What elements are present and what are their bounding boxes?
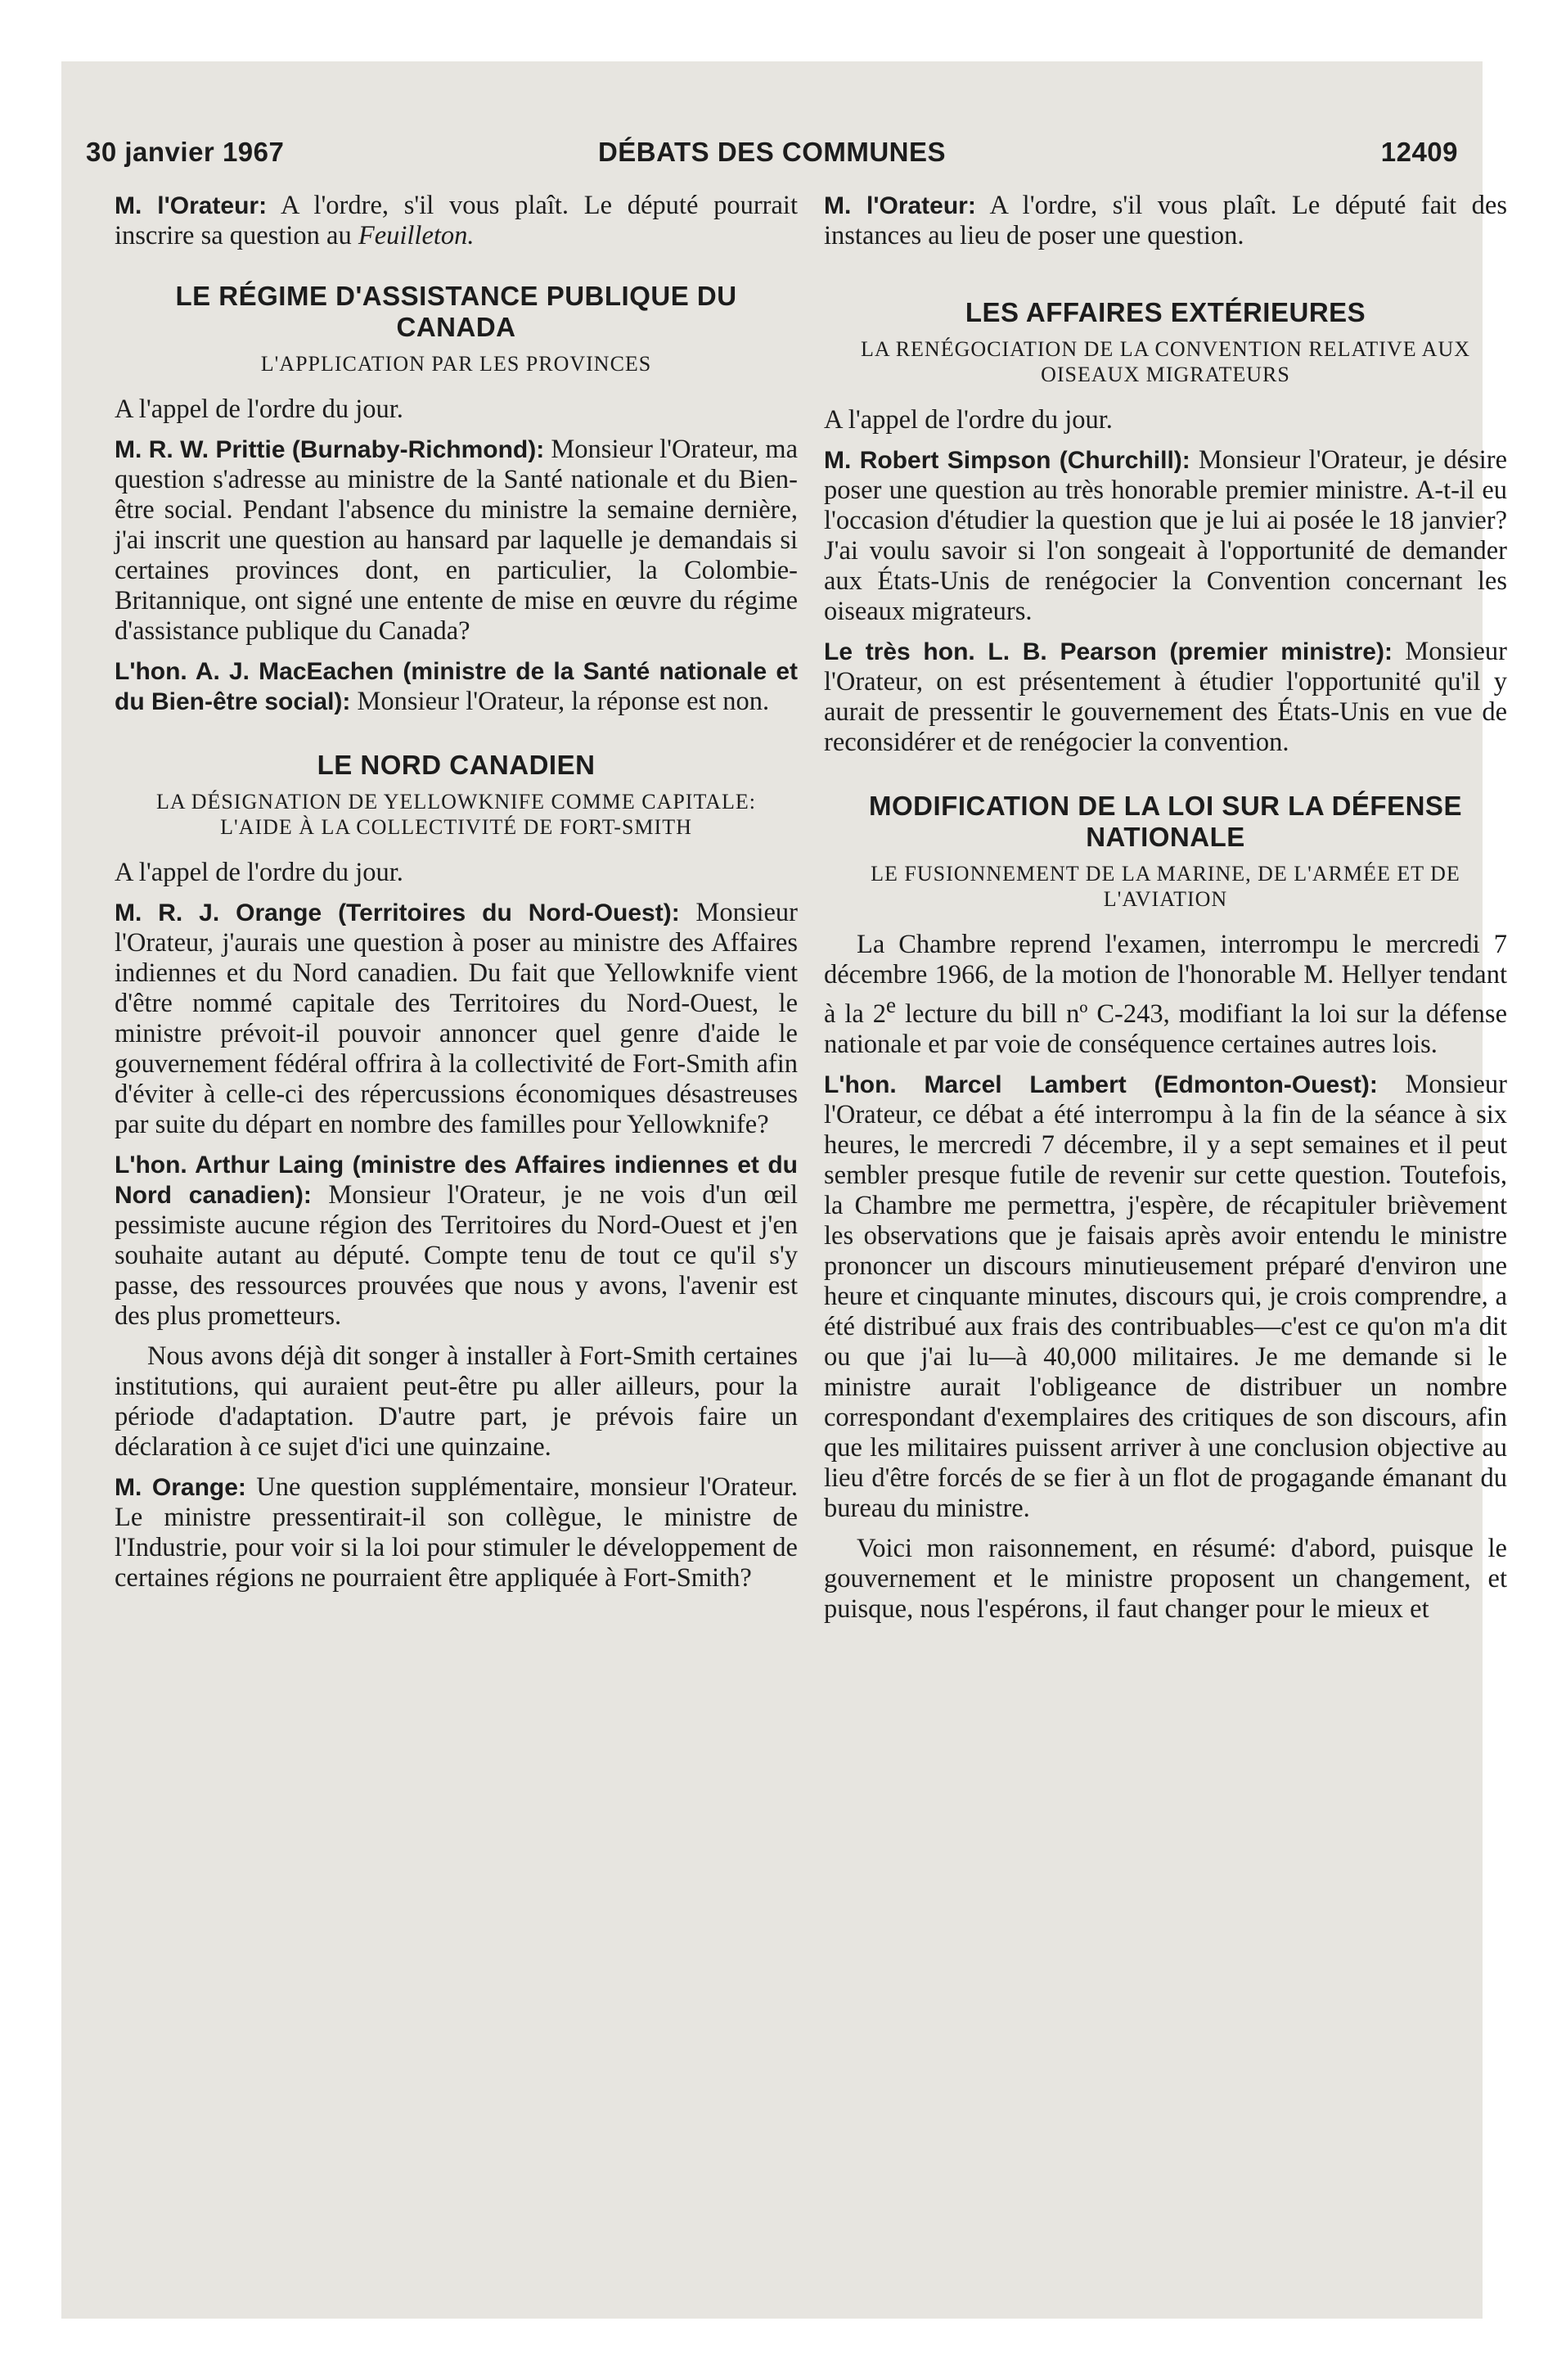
speaker-name: M. R. W. Prittie (Burnaby-Richmond): [115,436,545,463]
speaker-name: L'hon. Marcel Lambert (Edmonton-Ouest): [824,1071,1378,1098]
paragraph-text: Monsieur l'Orateur, j'aurais une question à poser au ministre des Affaires indiennes et du Nord canadien. Du fait que Yellowknife vient d'être nommé capitale des Territoires du Nord-Ouest, le ministre prévoit-il pouvoir annoncer quel genre d'aide le gouvernement fédéral offrira à la collectivité de Fort-Smith afin d'éviter à celle-ci des répercussions économiques désastreuses par suite du départ en nombre des familles pour Yellowknife? [115,898,798,1139]
paragraph [115,1150,798,1332]
paragraph-text: Monsieur l'Orateur, ma question s'adresse au ministre de la Santé nationale et du Bien-être social. Pendant l'absence du ministre la semaine dernière, j'ai inscrit une question au hansard par laquelle je demandais si certaines provinces dont, en particulier, la Colombie-Britannique, ont signé une entente de mise en œuvre du régime d'assistance publique du Canada? [115,435,798,646]
header-page-number: 12409 [1380,137,1458,167]
section-heading: LES AFFAIRES EXTÉRIEURES [965,297,1366,327]
paragraph-text: La Chambre reprend l'examen, interrompu le mercredi 7 décembre 1966, de la motion de l'honorable M. Hellyer tendant à la 2 [824,930,1507,1029]
section-heading: LE RÉGIME D'ASSISTANCE PUBLIQUE DU CANADA [175,281,737,342]
paragraph-text: A l'ordre, s'il vous plaît. Le député pourrait inscrire sa question au [115,191,798,250]
paragraph-text: Monsieur l'Orateur, ce débat a été interrompu à la fin de la séance à six heures, le mercredi 7 décembre, il y a sept semaines et il peut sembler presque futile de revenir sur cette question. Toutefois, la Chambre me permettra, j'espère, de récapituler brièvement les observations que je faisais après avoir entendu le ministre prononcer un discours minutieusement préparé d'environ une heure et cinquante minutes, discours qui, je crois comprendre, a été distribué aux frais des contribuables—c'est ce qu'on m'a dit ou que j'ai lu—à 40,000 militaires. Je me demande si le ministre aurait l'obligeance de distribuer un nombre correspondant d'exemplaires des critiques de son discours, afin que les militaires puissent arriver à une conclusion objective au lieu d'être forcés de se fier à un flot de progagande émanant du bureau du ministre. [824,1069,1507,1523]
speaker-name: M. l'Orateur: [115,192,268,219]
order-of-day: A l'appel de l'ordre du jour. [824,405,1113,435]
paragraph [824,637,1507,758]
speaker-name: Le très hon. L. B. Pearson (premier ministre): [824,638,1393,665]
running-header [86,137,1458,178]
paragraph-text: Monsieur l'Orateur, je désire poser une question au très honorable premier ministre. A-t-il eu l'occasion d'étudier la question que je lui ai posée le 18 janvier? J'ai voulu savoir si l'on songeait à l'opportunité de demander aux États-Unis de renégocier la Convention concernant les oiseaux migrateurs. [824,445,1507,626]
order-of-day: A l'appel de l'ordre du jour. [115,858,403,887]
speaker-name: L'hon. A. J. MacEachen (ministre de la Santé nationale et du Bien-être social): [115,658,798,715]
section-subheading: LA DÉSIGNATION DE YELLOWKNIFE COMME CAPITALE: L'AIDE À LA COLLECTIVITÉ DE FORT-SMITH [155,790,757,839]
left-column [115,191,798,1603]
paragraph [115,435,798,647]
paragraph-italic: Feuilleton. [358,221,475,250]
speaker-name: M. R. J. Orange (Territoires du Nord-Ouest): [115,899,680,926]
speaker-name: M. Robert Simpson (Churchill): [824,447,1190,474]
paragraph: Voici mon raisonnement, en résumé: d'abord, puisque le gouvernement et le ministre proposent un changement, et puisque, nous l'espérons, il faut changer pour le mieux et [824,1533,1507,1624]
paragraph [115,1472,798,1593]
section-subheading: LE FUSIONNEMENT DE LA MARINE, DE L'ARMÉE ET DE L'AVIATION [871,862,1460,911]
paragraph-text: Monsieur l'Orateur, la réponse est non. [350,687,770,716]
paragraph [824,1070,1507,1524]
paragraph [824,930,1507,1060]
section-subheading: L'APPLICATION PAR LES PROVINCES [260,352,652,376]
paragraph [824,191,1507,251]
section-heading: MODIFICATION DE LA LOI SUR LA DÉFENSE NATIONALE [869,791,1462,852]
section-heading: LE NORD CANADIEN [317,750,596,780]
right-column [824,191,1507,1634]
order-of-day: A l'appel de l'ordre du jour. [115,394,403,424]
header-title: DÉBATS DES COMMUNES [597,137,947,167]
paragraph [115,191,798,251]
paragraph-text: Monsieur l'Orateur, je ne vois d'un œil pessimiste aucune région des Territoires du Nord-Ouest et j'en souhaite autant au député. Compte tenu de tout ce qu'il s'y passe, des ressources prouvées que nous y avons, l'avenir est des plus prometteurs. [115,1180,798,1331]
paragraph [115,898,798,1140]
paragraph-text: Une question supplémentaire, monsieur l'Orateur. Le ministre pressentirait-il son collègue, le ministre de l'Industrie, pour voir si la loi pour stimuler le développement de certaines régions ne pourraient être appliquée à Fort-Smith? [115,1472,798,1593]
superscript: e [886,993,897,1017]
header-date: 30 janvier 1967 [86,137,285,167]
paragraph-text: lecture du bill nº C-243, modifiant la loi sur la défense nationale et par voie de conséquence certaines autres lois. [824,998,1507,1059]
paragraph [115,656,798,717]
paragraph: Nous avons déjà dit songer à installer à Fort-Smith certaines institutions, qui auraient peut-être pu aller ailleurs, pour la période d'adaptation. D'autre part, je prévois faire un déclaration à ce sujet d'ici une quinzaine. [115,1341,798,1462]
paragraph-text: A l'ordre, s'il vous plaît. Le député fait des instances au lieu de poser une question. [824,191,1507,250]
page-sheet [61,61,1507,2319]
section-subheading: LA RENÉGOCIATION DE LA CONVENTION RELATIVE AUX OISEAUX MIGRATEURS [860,337,1471,386]
speaker-name: M. l'Orateur: [824,192,976,219]
speaker-name: M. Orange: [115,1474,246,1501]
paragraph-text: Monsieur l'Orateur, on est présentement à étudier l'opportunité qu'il y aurait de pressentir le gouvernement des États-Unis en vue de reconsidérer et de renégocier la convention. [824,637,1507,757]
speaker-name: L'hon. Arthur Laing (ministre des Affaires indiennes et du Nord canadien): [115,1152,798,1209]
paragraph [824,445,1507,627]
